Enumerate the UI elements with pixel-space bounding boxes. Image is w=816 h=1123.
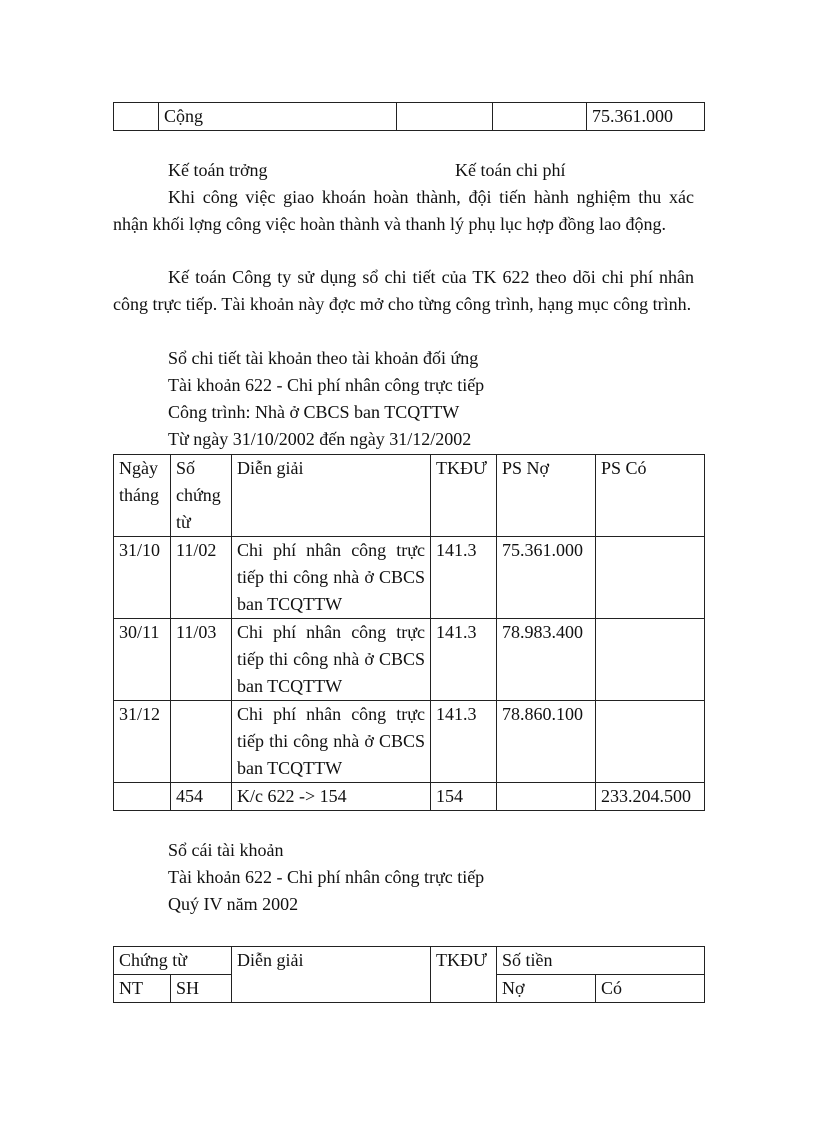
row-date	[114, 783, 171, 811]
row-credit	[596, 537, 705, 619]
row-voucher: 11/03	[171, 619, 232, 701]
header-credit: PS Có	[596, 455, 705, 537]
table-row	[114, 783, 705, 811]
general-ledger-period: Quý IV năm 2002	[168, 894, 299, 914]
row-description: K/c 622 -> 154	[232, 783, 431, 811]
detail-ledger-table	[113, 454, 705, 811]
row-voucher: 11/02	[171, 537, 232, 619]
row-credit: 233.204.500	[596, 783, 705, 811]
row-tkdu: 141.3	[431, 619, 497, 701]
general-ledger-account: Tài khoản 622 - Chi phí nhân công trực tiếp	[168, 867, 485, 887]
table-row	[114, 619, 705, 701]
header-voucher: Chứng từ	[114, 947, 232, 975]
detail-ledger-title: Sổ chi tiết tài khoản theo tài khoản đối ứng	[168, 348, 479, 368]
row-description: Chi phí nhân công trực tiếp thi công nhà ở CBCS ban TCQTTW	[232, 537, 431, 619]
row-tkdu: 141.3	[431, 537, 497, 619]
row-voucher: 454	[171, 783, 232, 811]
header-credit: Có	[596, 975, 705, 1003]
header-description: Diễn giải	[232, 947, 431, 1003]
table-cell	[397, 103, 493, 131]
table-row	[114, 537, 705, 619]
table-cell	[114, 103, 159, 131]
paragraph-acceptance: Khi công việc giao khoán hoàn thành, đội tiến hành nghiệm thu xác nhận khối lợng công việc hoàn thành và thanh lý phụ lục hợp đồng lao động.	[113, 187, 694, 234]
header-tkdu: TKĐƯ	[431, 455, 497, 537]
header-description: Diễn giải	[232, 455, 431, 537]
detail-ledger-project: Công trình: Nhà ở CBCS ban TCQTTW	[168, 402, 460, 422]
row-debit: 75.361.000	[497, 537, 596, 619]
row-credit	[596, 619, 705, 701]
row-tkdu: 141.3	[431, 701, 497, 783]
general-ledger-table	[113, 946, 705, 1003]
header-debit: PS Nợ	[497, 455, 596, 537]
detail-ledger-account: Tài khoản 622 - Chi phí nhân công trực tiếp	[168, 375, 485, 395]
total-amount: 75.361.000	[587, 103, 705, 131]
row-voucher	[171, 701, 232, 783]
header-amount: Số tiền	[497, 947, 705, 975]
row-debit: 78.983.400	[497, 619, 596, 701]
row-description: Chi phí nhân công trực tiếp thi công nhà ở CBCS ban TCQTTW	[232, 619, 431, 701]
table-header-row	[114, 947, 705, 975]
row-debit	[497, 783, 596, 811]
row-date: 30/11	[114, 619, 171, 701]
header-nt: NT	[114, 975, 171, 1003]
header-debit: Nợ	[497, 975, 596, 1003]
detail-ledger-period: Từ ngày 31/10/2002 đến ngày 31/12/2002	[168, 429, 472, 449]
header-voucher: Số chứng từ	[171, 455, 232, 537]
table-header-row	[114, 455, 705, 537]
chief-accountant-label: Kế toán trởng	[168, 160, 268, 180]
signature-line	[168, 157, 704, 184]
cost-accountant-label: Kế toán chi phí	[455, 160, 566, 180]
table-cell	[493, 103, 587, 131]
total-label: Cộng	[159, 103, 397, 131]
total-table	[113, 102, 705, 131]
general-ledger-title: Sổ cái tài khoản	[168, 840, 284, 860]
paragraph-ledger-usage: Kế toán Công ty sử dụng sổ chi tiết của TK 622 theo dõi chi phí nhân công trực tiếp. Tài khoản này đợc mở cho từng công trình, hạng mục công trình.	[113, 267, 694, 314]
row-date: 31/12	[114, 701, 171, 783]
table-row	[114, 701, 705, 783]
row-description: Chi phí nhân công trực tiếp thi công nhà ở CBCS ban TCQTTW	[232, 701, 431, 783]
row-date: 31/10	[114, 537, 171, 619]
header-tkdu: TKĐƯ	[431, 947, 497, 1003]
header-date: Ngày tháng	[114, 455, 171, 537]
header-sh: SH	[171, 975, 232, 1003]
row-debit: 78.860.100	[497, 701, 596, 783]
table-row	[114, 103, 705, 131]
row-credit	[596, 701, 705, 783]
row-tkdu: 154	[431, 783, 497, 811]
